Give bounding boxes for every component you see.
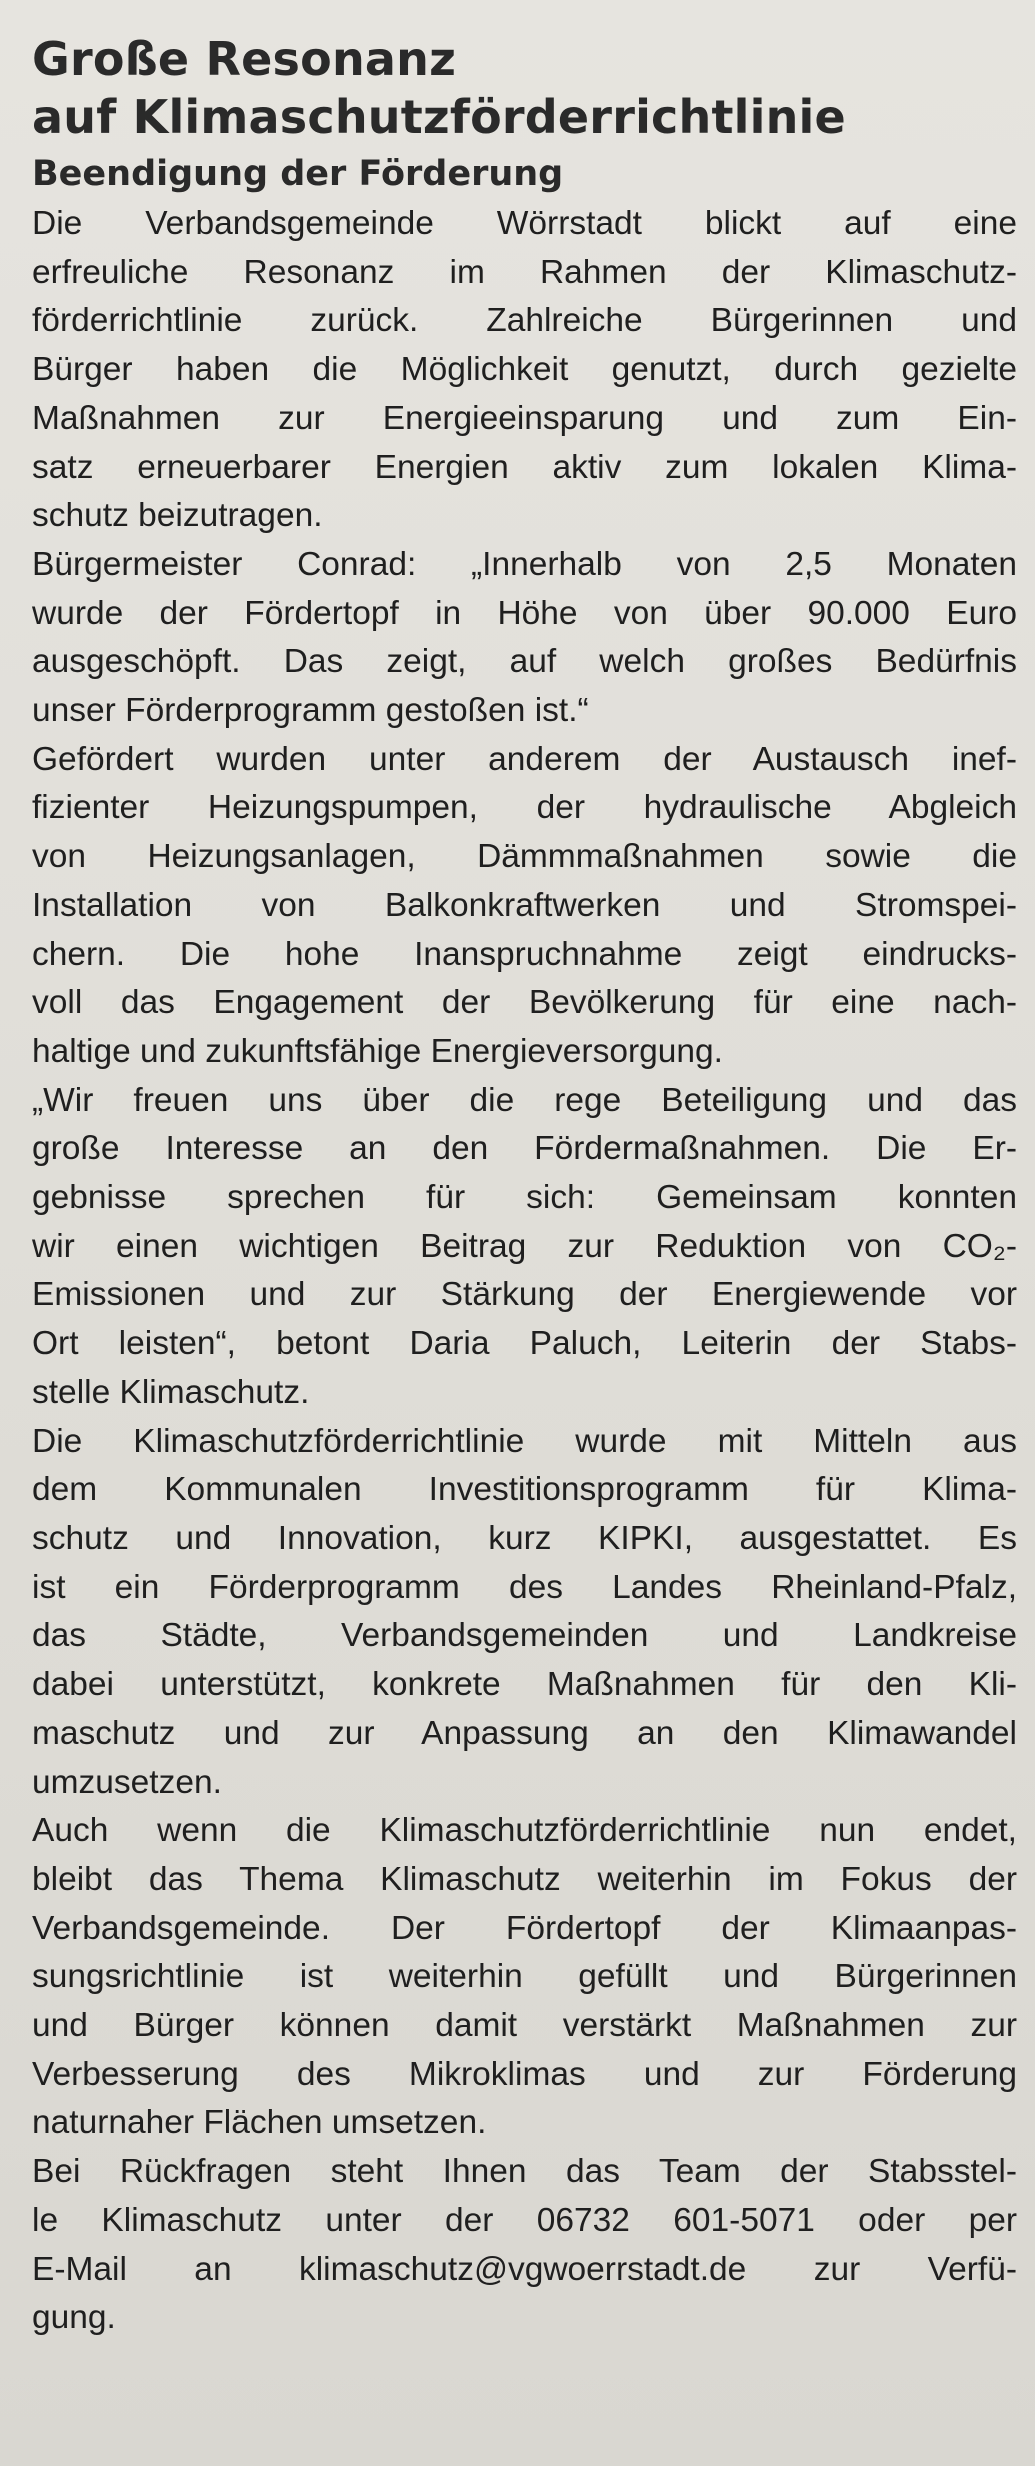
paragraph-line: gung. [32, 2299, 116, 2337]
paragraph-line: Verbesserung des Mikroklimas und zur Förderung [32, 2055, 1017, 2093]
paragraph-line: bleibt das Thema Klimaschutz weiterhin im Fokus der [32, 1860, 1017, 1898]
paragraph-line: schutz beizutragen. [32, 497, 323, 535]
paragraph-line: dem Kommunalen Investitionsprogramm für Klima- [32, 1471, 1017, 1509]
paragraph-line: voll das Engagement der Bevölkerung für eine nach- [32, 984, 1017, 1022]
article-paragraph [32, 541, 1017, 736]
article-paragraph [32, 736, 1017, 1077]
paragraph-line: schutz und Innovation, kurz KIPKI, ausgestattet. Es [32, 1519, 1017, 1557]
paragraph-line: sungsrichtlinie ist weiterhin gefüllt und Bürgerinnen [32, 1958, 1017, 1996]
paragraph-line: chern. Die hohe Inanspruchnahme zeigt eindrucks- [32, 935, 1017, 973]
article [32, 30, 1017, 2343]
paragraph-line: erfreuliche Resonanz im Rahmen der Klimaschutz- [32, 253, 1017, 291]
article-paragraph [32, 1077, 1017, 1418]
paragraph-line: Verbandsgemeinde. Der Fördertopf der Klimaanpas- [32, 1909, 1017, 1947]
paragraph-line: ist ein Förderprogramm des Landes Rheinland-Pfalz, [32, 1568, 1017, 1606]
paragraph-line: Bürgermeister Conrad: „Innerhalb von 2,5 Monaten [32, 545, 1017, 583]
paragraph-line: dabei unterstützt, konkrete Maßnahmen für den Kli- [32, 1666, 1017, 1704]
paragraph-line: stelle Klimaschutz. [32, 1373, 310, 1411]
paragraph-line: Bürger haben die Möglichkeit genutzt, durch gezielte [32, 351, 1017, 389]
article-headline [32, 30, 1017, 146]
paragraph-line: Die Verbandsgemeinde Wörrstadt blickt auf eine [32, 205, 1017, 242]
paragraph-line: unser Förderprogramm gestoßen ist.“ [32, 692, 589, 730]
article-subheadline: Beendigung der Förderung [32, 154, 564, 194]
paragraph-line: gebnisse sprechen für sich: Gemeinsam konnten [32, 1179, 1017, 1217]
paragraph-line: große Interesse an den Fördermaßnahmen. Die Er- [32, 1130, 1017, 1168]
paragraph-line: naturnaher Flächen umsetzen. [32, 2104, 487, 2142]
paragraph-line: le Klimaschutz unter der 06732 601-5071 oder per [32, 2201, 1017, 2239]
article-paragraph [32, 2148, 1017, 2343]
paragraph-line: Auch wenn die Klimaschutzförderrichtlinie nun endet, [32, 1812, 1017, 1850]
headline-line: Große Resonanz [32, 32, 457, 86]
paragraph-line: haltige und zukunftsfähige Energieversorgung. [32, 1032, 723, 1070]
paragraph-line: wurde der Fördertopf in Höhe von über 90.000 Euro [32, 594, 1017, 632]
paragraph-line: „Wir freuen uns über die rege Beteiligung und das [32, 1081, 1017, 1119]
paragraph-line: das Städte, Verbandsgemeinden und Landkreise [32, 1617, 1017, 1655]
paragraph-line: E-Mail an klimaschutz@vgwoerrstadt.de zur Verfü- [32, 2250, 1017, 2288]
paragraph-line: maschutz und zur Anpassung an den Klimawandel [32, 1714, 1017, 1752]
headline-line: auf Klimaschutzförderrichtlinie [32, 90, 846, 144]
paragraph-line: Emissionen und zur Stärkung der Energiewende vor [32, 1276, 1017, 1314]
paragraph-line: Gefördert wurden unter anderem der Austausch inef- [32, 740, 1017, 778]
article-paragraph [32, 200, 1017, 541]
paragraph-line: wir einen wichtigen Beitrag zur Reduktion von CO₂- [32, 1227, 1017, 1265]
paragraph-line: umzusetzen. [32, 1763, 222, 1801]
paragraph-line: Maßnahmen zur Energieeinsparung und zum Ein- [32, 399, 1017, 437]
article-body [32, 200, 1017, 2343]
paragraph-line: Installation von Balkonkraftwerken und Stromspei- [32, 886, 1017, 924]
paragraph-line: und Bürger können damit verstärkt Maßnahmen zur [32, 2007, 1017, 2045]
paragraph-line: Bei Rückfragen steht Ihnen das Team der Stabsstel- [32, 2153, 1017, 2191]
paragraph-line: Ort leisten“, betont Daria Paluch, Leiterin der Stabs- [32, 1325, 1017, 1363]
article-paragraph [32, 1807, 1017, 2148]
paragraph-line: ausgeschöpft. Das zeigt, auf welch großes Bedürfnis [32, 643, 1017, 681]
paragraph-line: satz erneuerbarer Energien aktiv zum lokalen Klima- [32, 448, 1017, 486]
paragraph-line: förderrichtlinie zurück. Zahlreiche Bürgerinnen und [32, 302, 1017, 340]
paragraph-line: Die Klimaschutzförderrichtlinie wurde mit Mitteln aus [32, 1422, 1017, 1460]
paragraph-line: von Heizungsanlagen, Dämmmaßnahmen sowie die [32, 838, 1017, 876]
paragraph-line: fizienter Heizungspumpen, der hydraulische Abgleich [32, 789, 1017, 827]
article-paragraph [32, 1418, 1017, 1808]
